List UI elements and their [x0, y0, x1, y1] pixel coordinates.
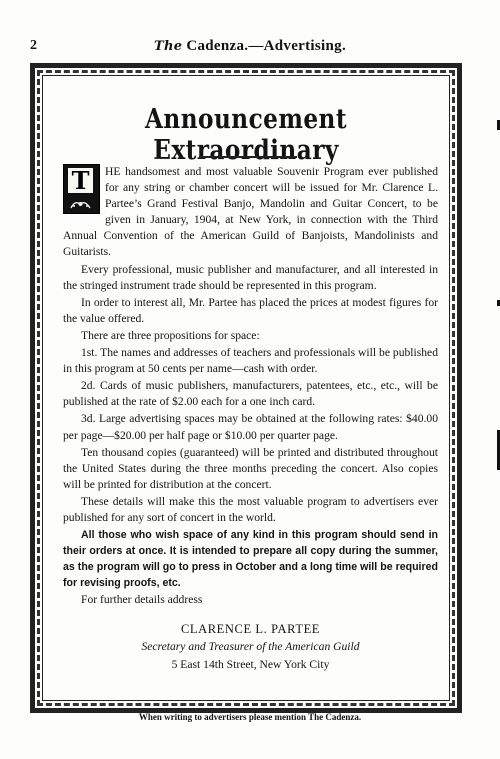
signature-block — [63, 621, 438, 673]
drop-cap-space — [63, 165, 101, 213]
signature-address: 5 East 14th Street, New York City — [171, 657, 330, 671]
signature-role: Secretary and Treasurer of the American Guild — [141, 639, 360, 653]
running-header — [30, 38, 470, 56]
advertisement-border — [30, 63, 462, 713]
paragraph-1: HE handsomest and most valuable Souvenir Program ever published for any string or chamber concert will be issued for Mr. Clarence L. Partee’s Grand Festival Banjo, Mandolin and Guitar Concert, to be given in January, 1904, at New York, in connection with the Third Annual Convention of the American Guild of Banjoists, Mandolinists and Guitarists. — [63, 165, 438, 259]
paragraph-5: 1st. The names and addresses of teachers and professionals will be published in this program at 50 cents per name—cash with order. — [63, 346, 438, 376]
signature-name: CLARENCE L. PARTEE — [180, 621, 321, 636]
announcement-title: Announcement Extraordinary — [144, 104, 348, 166]
paragraph-4: There are three propositions for space: — [81, 328, 260, 342]
running-title — [30, 38, 470, 55]
call-to-action-paragraph: All those who wish space of any kind in this program should send in their orders at once. It is intended to prepare all copy during the summer, as the program will go to press in October and a long time will be required for revising proofs, etc. — [63, 529, 438, 590]
paragraph-8: Ten thousand copies (guaranteed) will be printed and distributed throughout the United States during the three months preceding the concert. Also copies will be printed for distribution at the concert. — [63, 445, 438, 491]
address-intro: For further details address — [81, 593, 203, 607]
running-title-the: The — [154, 39, 183, 54]
paragraph-2: Every professional, music publisher and manufacturer, and all interested in the stringed instrument trade should be represented in this program. — [63, 262, 438, 292]
paragraph-6: 2d. Cards of music publishers, manufacturers, patentees, etc., etc., will be published at the rate of $2.00 each for a one inch card. — [63, 379, 438, 409]
paragraph-3: In order to interest all, Mr. Partee has placed the prices at modest figures for the value offered. — [63, 295, 438, 325]
announcement-body — [63, 164, 438, 673]
drop-cap-ornament — [63, 164, 100, 214]
floral-ornament-icon — [69, 198, 92, 210]
title-rule — [199, 156, 297, 158]
paragraph-9: These details will make this the most valuable program to advertisers ever published for any sort of concert in the world. — [63, 494, 438, 524]
page-footer: When writing to advertisers please mention The Cadenza. — [138, 712, 362, 722]
page-number: 2 — [30, 38, 37, 53]
paragraph-7: 3d. Large advertising spaces may be obtained at the following rates: $40.00 per page—$20.00 per half page or $10.00 per quarter page. — [63, 412, 438, 442]
drop-cap-letter: T — [68, 168, 93, 193]
advertisement-content — [49, 82, 443, 694]
running-title-text: Cadenza.—Advertising. — [186, 38, 346, 54]
